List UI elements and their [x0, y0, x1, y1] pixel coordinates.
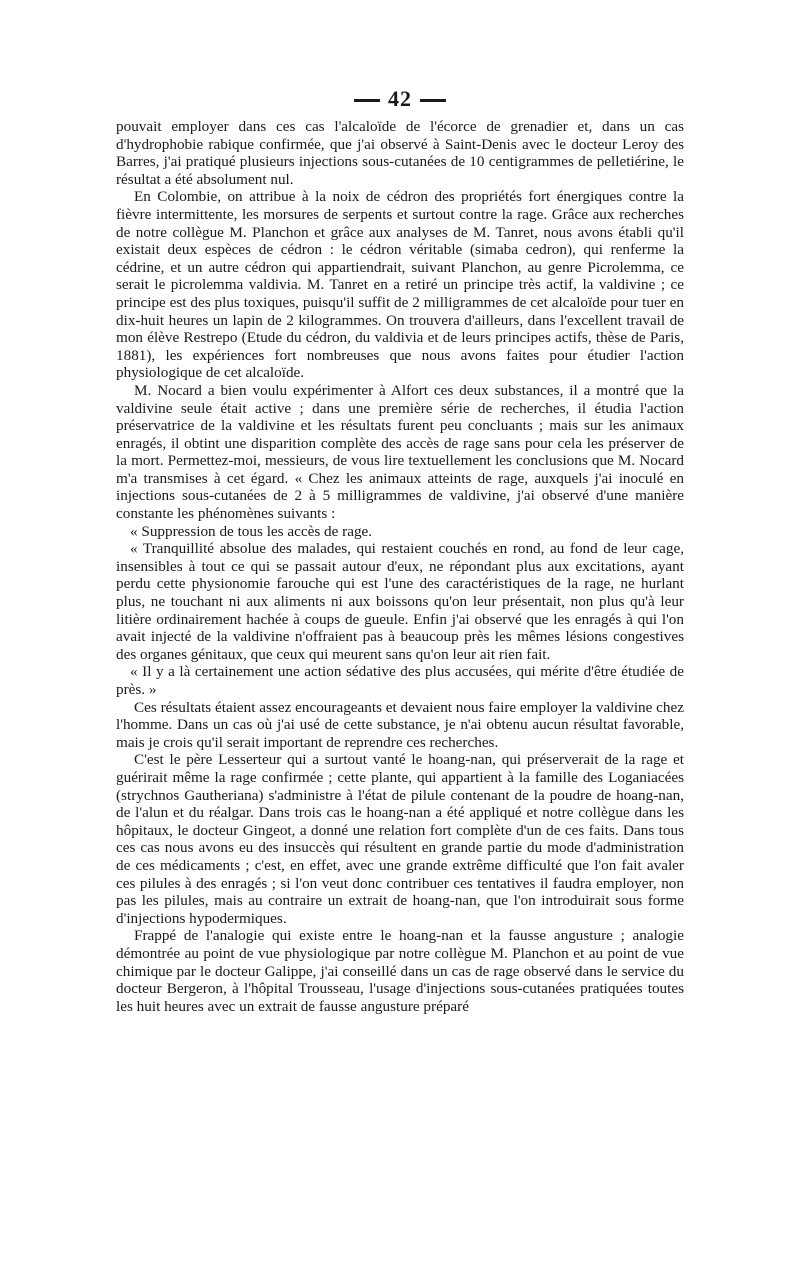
paragraph: C'est le père Lesserteur qui a surtout vanté le hoang-nan, qui préserverait de la rage et guérirait même la rage confirmée ; cette plante, qui appartient à la famille des Loganiacées (strychnos Gautheriana) s'administre à l'état de pilule contenant de la poudre de hoang-nan, de l'alun et du réalgar. Dans trois cas le hoang-nan a été appliqué et notre collègue dans les hôpitaux, le docteur Gingeot, a donné une relation fort complète d'un de ces faits. Dans tous ces cas nous avons eu des insuccès qui résultent en grande partie du mode d'administration de ces médicaments ; c'est, en effet, avec une grande extrême difficulté que l'on fait avaler ces pilules à des enragés ; si l'on veut donc contribuer ces tentatives il faudra employer, non pas les pilules, mais au contraire un extrait de hoang-nan, que l'on introduirait sous forme d'injections hypodermiques.	[116, 751, 684, 927]
paragraph: Frappé de l'analogie qui existe entre le hoang-nan et la fausse angusture ; analogie démontrée au point de vue physiologique par notre collègue M. Planchon et au point de vue chimique par le docteur Galippe, j'ai conseillé dans un cas de rage observé dans le service du docteur Bergeron, à l'hôpital Trousseau, l'usage d'injections sous-cutanées pratiquées toutes les huit heures avec un extrait de fausse angusture préparé	[116, 927, 684, 1015]
paragraph: pouvait employer dans ces cas l'alcaloïde de l'écorce de grenadier et, dans un cas d'hydrophobie rabique confirmée, que j'ai observé à Saint-Denis avec le docteur Leroy des Barres, j'ai pratiqué plusieurs injections sous-cutanées de 10 centigrammes de pelletiérine, le résultat a été absolument nul.	[116, 118, 684, 188]
paragraph: En Colombie, on attribue à la noix de cédron des propriétés fort énergiques contre la fièvre intermittente, les morsures de serpents et surtout contre la rage. Grâce aux recherches de notre collègue M. Planchon et grâce aux analyses de M. Tanret, nous avons établi qu'il existait deux espèces de cédron : le cédron véritable (simaba cedron), qui renferme la cédrine, et un autre cédron qui appartiendrait, suivant Planchon, au genre Picrolemma, ce serait le picrolemma valdivia. M. Tanret en a retiré un principe très actif, la valdivine ; ce principe est des plus toxiques, puisqu'il suffit de 2 milligrammes de cet alcaloïde pour tuer en dix-huit heures un lapin de 2 kilogrammes. On trouvera d'ailleurs, dans l'excellent travail de mon élève Restrepo (Etude du cédron, du valdivia et de leurs principes actifs, thèse de Paris, 1881), les expériences fort nombreuses que nous avons faites pour étudier l'action physiologique de cet alcaloïde.	[116, 188, 684, 382]
body-text	[116, 118, 684, 1015]
page-header	[0, 86, 800, 112]
header-rule-right	[420, 99, 446, 102]
paragraph: Ces résultats étaient assez encourageants et devaient nous faire employer la valdivine chez l'homme. Dans un cas où j'ai usé de cette substance, je n'ai obtenu aucun résultat favorable, mais je crois qu'il serait important de reprendre ces recherches.	[116, 698, 684, 751]
quote-paragraph: « Suppression de tous les accès de rage.	[130, 522, 373, 540]
quote-paragraph: « Tranquillité absolue des malades, qui restaient couchés en rond, au fond de leur cage, insensibles à tout ce qui se passait autour d'eux, ne répondant plus aux excitations, ayant perdu cette physionomie farouche qui est l'une des caractéristiques de la rage, ne hurlant plus, ne touchant ni aux aliments ni aux boissons qu'on leur présentait, non plus qu'à leur litière ordinairement hachée à coups de gueule. Enfin j'ai observé que les enragés à qui l'on avait injecté de la valdivine n'offraient pas à beaucoup près les mêmes lésions congestives des organes génitaux, que ceux qui meurent sans qu'on leur ait rien fait.	[116, 540, 684, 663]
paragraph: M. Nocard a bien voulu expérimenter à Alfort ces deux substances, il a montré que la valdivine seule était active ; dans une première série de recherches, il étudia l'action préservatrice de la valdivine et les résultats furent peu concluants ; mais sur les animaux enragés, il obtint une disparition complète des accès de rage sans pour cela les préserver de la mort. Permettez-moi, messieurs, de vous lire textuellement les conclusions que M. Nocard m'a transmises à cet égard. « Chez les animaux atteints de rage, auxquels j'ai inoculé en injections sous-cutanées de 2 à 5 milligrammes de valdivine, j'ai observé d'une manière constante les phénomènes suivants :	[116, 381, 684, 523]
page-number: 42	[388, 86, 412, 111]
quote-paragraph: « Il y a là certainement une action sédative des plus accusées, qui mérite d'être étudiée de près. »	[116, 663, 684, 698]
header-rule-left	[354, 99, 380, 102]
